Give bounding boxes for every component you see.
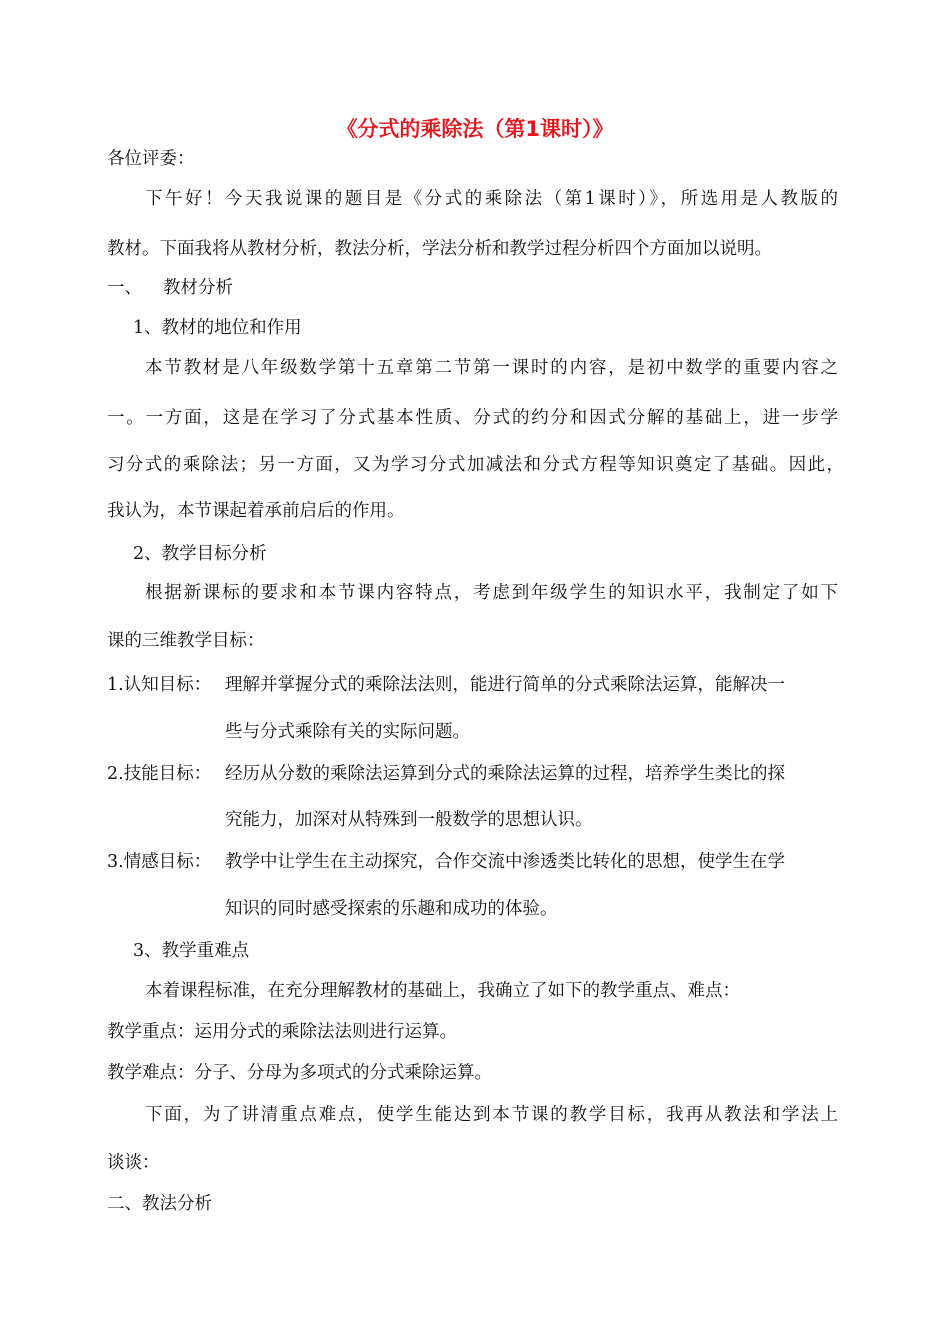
goal-1-text: 理解并掌握分式的乘除法法则，能进行简单的分式乘除法运算，能解决一 <box>225 675 785 695</box>
intro-line-1: 下午好！今天我说课的题目是《分式的乘除法（第1课时）》，所选用是人教版的 <box>145 189 838 209</box>
paragraph-line: 本着课程标准，在充分理解教材的基础上，我确立了如下的教学重点、难点： <box>145 981 740 1001</box>
intro-line-2: 教材。下面我将从教材分析，教法分析，学法分析和教学过程分析四个方面加以说明。 <box>107 239 772 259</box>
key-point: 教学重点：运用分式的乘除法法则进行运算。 <box>107 1022 457 1042</box>
subsection-2-heading: 2、教学目标分析 <box>133 544 267 564</box>
section-1-number: 一、 <box>107 278 142 298</box>
goal-1-label: 1.认知目标： <box>107 675 212 695</box>
goal-3-label: 3.情感目标： <box>107 852 212 872</box>
paragraph-line: 根据新课标的要求和本节课内容特点，考虑到年级学生的知识水平，我制定了如下 <box>145 583 838 603</box>
difficult-point: 教学难点：分子、分母为多项式的分式乘除运算。 <box>107 1063 492 1083</box>
goal-2-label: 2.技能目标： <box>107 764 212 784</box>
goal-3-row <box>107 850 785 874</box>
section-1-title: 教材分析 <box>163 278 233 298</box>
goal-1-row <box>107 673 785 697</box>
greeting: 各位评委： <box>107 149 195 169</box>
paragraph-line: 下面，为了讲清重点难点，使学生能达到本节课的教学目标，我再从教法和学法上 <box>145 1105 838 1125</box>
paragraph-line: 我认为，本节课起着承前启后的作用。 <box>107 501 405 521</box>
section-1-heading <box>107 276 233 300</box>
paragraph-line: 谈谈： <box>107 1153 160 1173</box>
document-title: 《分式的乘除法（第1课时）》 <box>336 117 614 141</box>
section-2-heading: 二、教法分析 <box>107 1194 212 1214</box>
goal-3-continuation: 知识的同时感受探索的乐趣和成功的体验。 <box>225 899 558 919</box>
goal-2-text: 经历从分数的乘除法运算到分式的乘除法运算的过程，培养学生类比的探 <box>225 764 785 784</box>
paragraph-line: 本节教材是八年级数学第十五章第二节第一课时的内容，是初中数学的重要内容之 <box>145 358 838 378</box>
subsection-1-heading: 1、教材的地位和作用 <box>133 318 302 338</box>
goal-3-text: 教学中让学生在主动探究，合作交流中渗透类比转化的思想，使学生在学 <box>225 852 785 872</box>
goal-2-row <box>107 762 785 786</box>
subsection-3-heading: 3、教学重难点 <box>133 941 250 961</box>
goal-2-continuation: 究能力，加深对从特殊到一般数学的思想认识。 <box>225 810 593 830</box>
paragraph-line: 课的三维教学目标： <box>107 631 265 651</box>
paragraph-line: 习分式的乘除法；另一方面，又为学习分式加减法和分式方程等知识奠定了基础。因此， <box>107 455 844 475</box>
paragraph-line: 一。一方面，这是在学习了分式基本性质、分式的约分和因式分解的基础上，进一步学 <box>107 408 838 428</box>
goal-1-continuation: 些与分式乘除有关的实际问题。 <box>225 722 470 742</box>
